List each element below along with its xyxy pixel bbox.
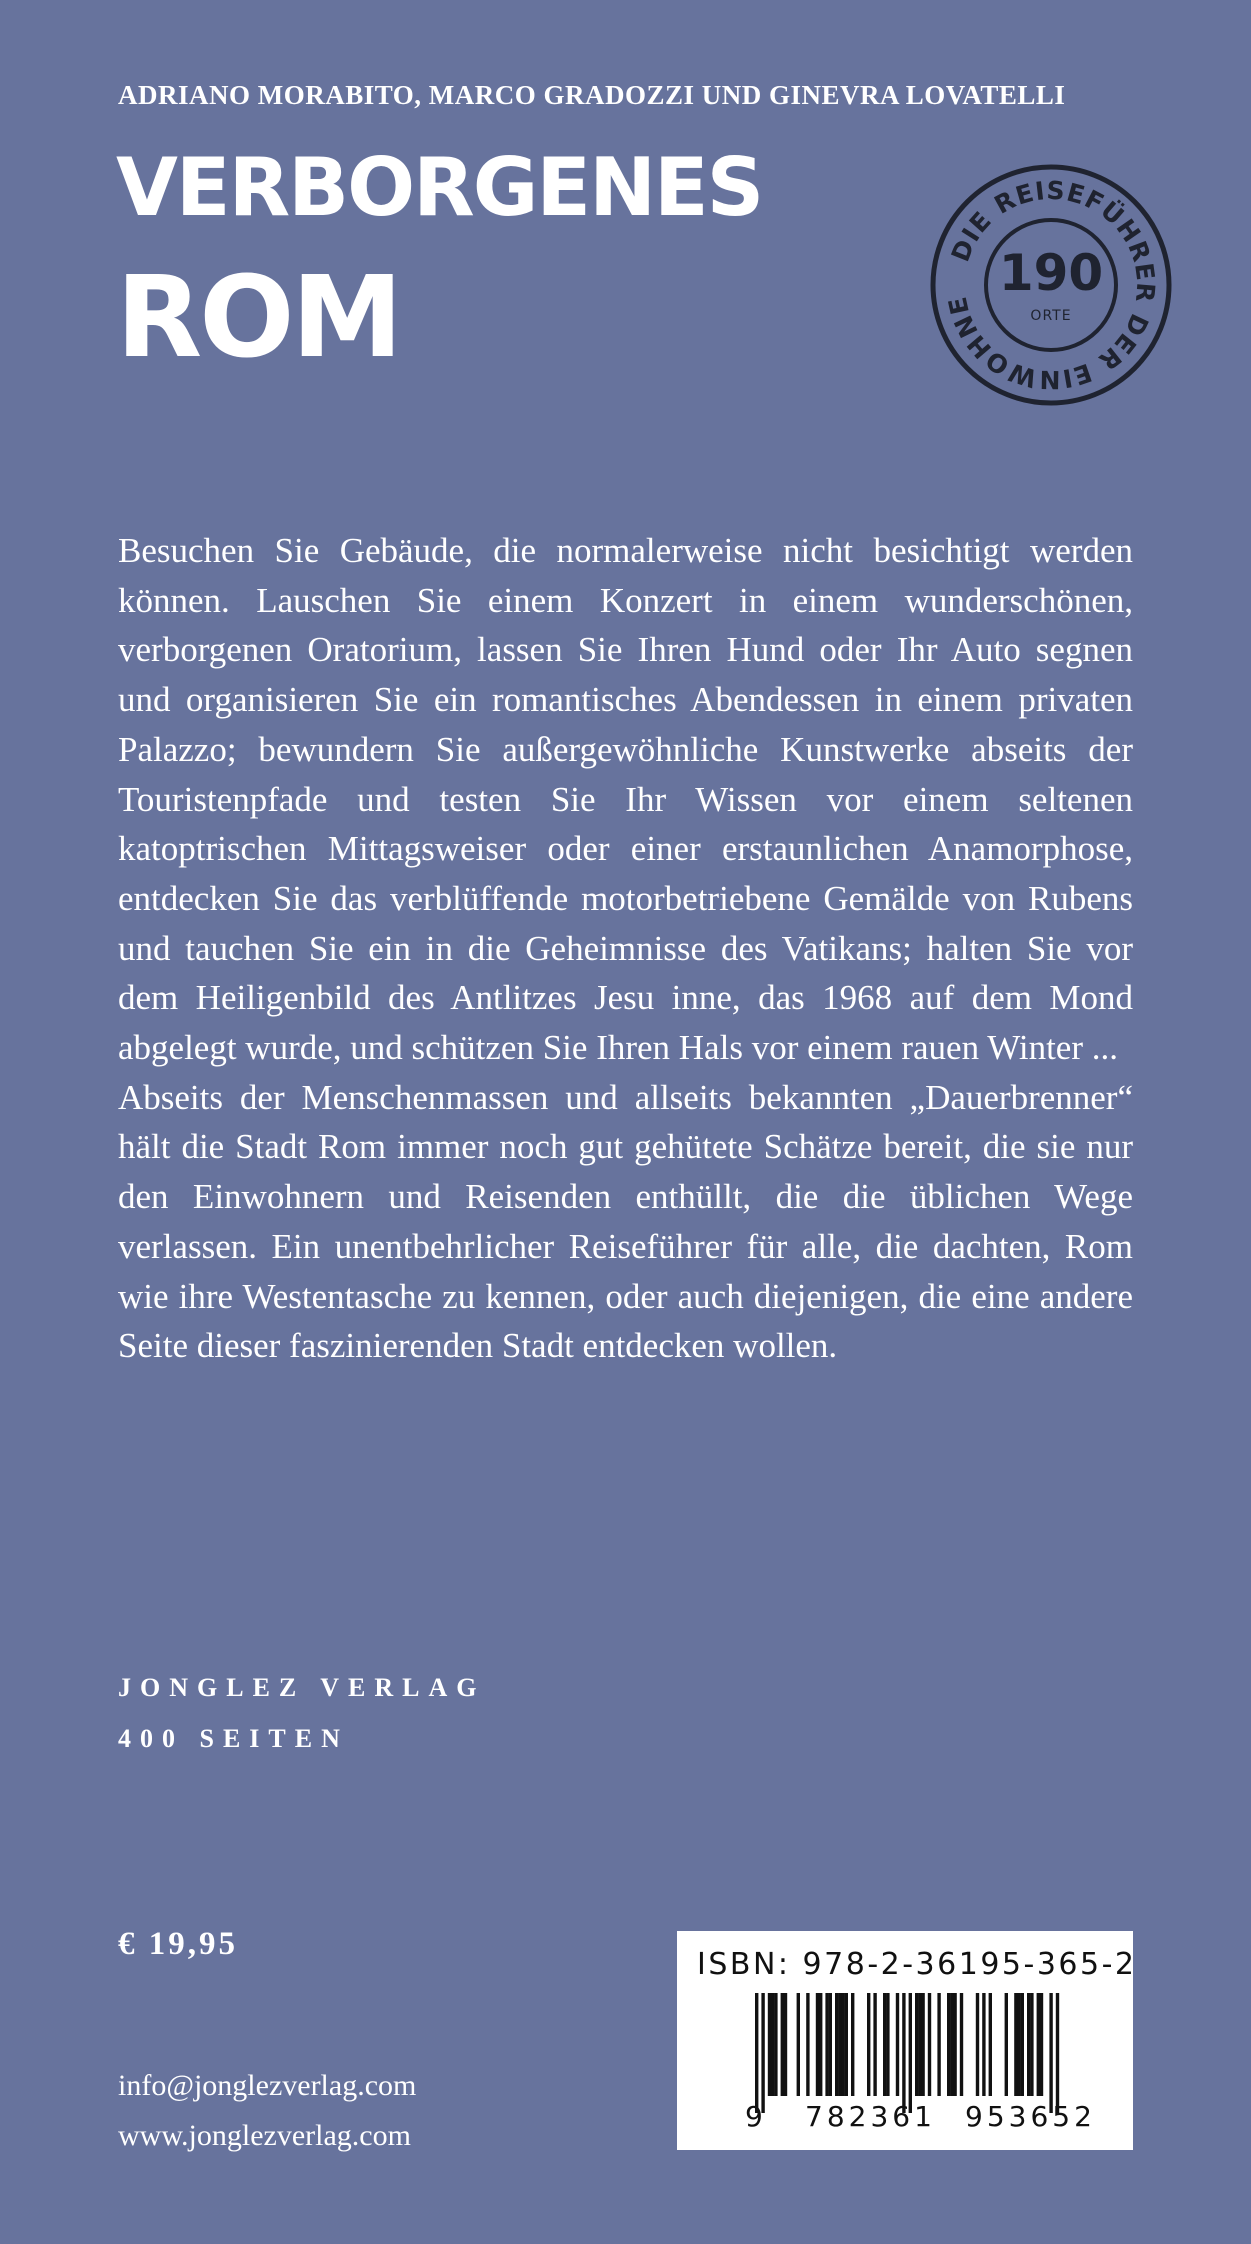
barcode-bar: [761, 1993, 764, 2113]
publisher: JONGLEZ VERLAG: [118, 1673, 486, 1702]
price: € 19,95: [118, 1926, 238, 1962]
isbn-label: ISBN: 978-2-36195-365-2: [697, 1947, 1137, 1982]
barcode-bar: [774, 1993, 777, 2096]
barcode-bar: [1037, 1993, 1040, 2096]
barcode-bar: [918, 1993, 921, 2096]
barcode-bar: [886, 1993, 889, 2096]
stamp-unit: ORTE: [1030, 308, 1072, 324]
barcode-bar: [976, 1993, 979, 2096]
barcode-bar: [781, 1993, 784, 2096]
barcode-bar: [982, 1993, 985, 2096]
barcode-bar: [928, 1993, 931, 2096]
barcode-bar: [950, 1993, 953, 2096]
stamp-number: 190: [998, 244, 1104, 302]
series-stamp: [928, 162, 1174, 408]
barcode-digit-first: 9: [745, 2100, 763, 2133]
barcode-bar: [851, 1993, 854, 2096]
barcode-bar: [1014, 1993, 1017, 2096]
barcode-bar: [768, 1993, 771, 2096]
barcode-bar: [921, 1993, 924, 2096]
description-paragraph-1: Besuchen Sie Gebäude, die normalerweise nicht besichtigt werden können. Lauschen Sie einem Konzert in einem wunderschönen, verborgenen Oratorium, lassen Sie Ihren Hund oder Ihr Auto segnen und organisieren Sie ein romantisches Abendessen in einem privaten Palazzo; bewundern Sie außergewöhnliche Kunstwerke abseits der Touristenpfade und testen Sie Ihr Wissen vor einem seltenen katoptrischen Mittagsweiser oder einer erstaunlichen Anamorphose, entdecken Sie das verblüffende motorbetriebene Gemälde von Rubens und tauchen Sie ein in die Geheimnisse des Vatikans; halten Sie vor dem Heiligenbild des Antlitzes Jesu inne, das 1968 auf dem Mond abgelegt wurde, und schützen Sie Ihren Hals vor einem rauen Winter ...: [118, 531, 1133, 1068]
website-link[interactable]: www.jonglezverlag.com: [118, 2119, 411, 2152]
title-line-2: ROM: [116, 253, 400, 383]
barcode-bar: [989, 1993, 992, 2096]
barcode-bar: [873, 1993, 876, 2096]
description: [118, 526, 1133, 1371]
barcode-box: [677, 1931, 1137, 2150]
email-link[interactable]: info@jonglezverlag.com: [118, 2069, 417, 2102]
barcode-bar: [947, 1993, 950, 2096]
barcode-bar: [771, 1993, 774, 2096]
barcode-bar: [797, 1993, 800, 2096]
barcode-bar: [806, 1993, 809, 2096]
stamp-seal-icon: [928, 162, 1174, 408]
stamp-ring-text: DIE REISEFÜHRER DER EINWOHNE: [942, 175, 1161, 395]
barcode-bar: [841, 1993, 844, 2096]
title-line-1: VERBORGENES: [116, 141, 763, 234]
barcode-bar: [1017, 1993, 1020, 2096]
barcode-digits-right: 953652: [965, 2100, 1096, 2133]
barcode-bar: [953, 1993, 956, 2096]
page-count: 400 SEITEN: [118, 1724, 349, 1753]
barcode-bar: [838, 1993, 841, 2096]
barcode-bar: [784, 1993, 787, 2096]
barcode-bar: [1021, 1993, 1024, 2096]
barcode-bar: [819, 1993, 822, 2096]
barcode-bar: [867, 1993, 870, 2096]
barcode-digits-left: 782361: [805, 2100, 936, 2133]
barcode-bar: [960, 1993, 963, 2096]
barcode-bar: [915, 1993, 918, 2096]
barcode-bar: [883, 1993, 886, 2096]
barcode-bar: [1027, 1993, 1030, 2096]
barcode-bar: [902, 1993, 905, 2113]
barcode-bar: [896, 1993, 899, 2096]
barcode-bar: [1030, 1993, 1033, 2096]
barcode-bar: [1049, 1993, 1052, 2113]
barcode-bar: [1040, 1993, 1043, 2096]
barcode-bar: [1056, 1993, 1059, 2113]
barcode-bar: [845, 1993, 848, 2096]
barcode-bar: [829, 1993, 832, 2096]
barcode-bar: [755, 1993, 758, 2113]
barcode-bar: [1005, 1993, 1008, 2096]
barcode-bar: [816, 1993, 819, 2096]
barcode-bar: [825, 1993, 828, 2096]
barcode-bar: [835, 1993, 838, 2096]
description-paragraph-2: Abseits der Menschenmassen und allseits bekannten „Dauerbrenner“ hält die Stadt Rom immer noch gut gehütete Schätze bereit, die sie nur den Einwohnern und Reisenden enthüllt, die die üblichen Wege verlassen. Ein unentbehrlicher Reiseführer für alle, die dachten, Rom wie ihre Westentasche zu kennen, oder auch diejenigen, die eine andere Seite dieser faszinierenden Stadt entdecken wollen.: [118, 1077, 1133, 1366]
authors: ADRIANO MORABITO, MARCO GRADOZZI UND GINEVRA LOVATELLI: [118, 80, 1066, 110]
barcode-bar: [937, 1993, 940, 2096]
barcode-bar: [909, 1993, 912, 2113]
